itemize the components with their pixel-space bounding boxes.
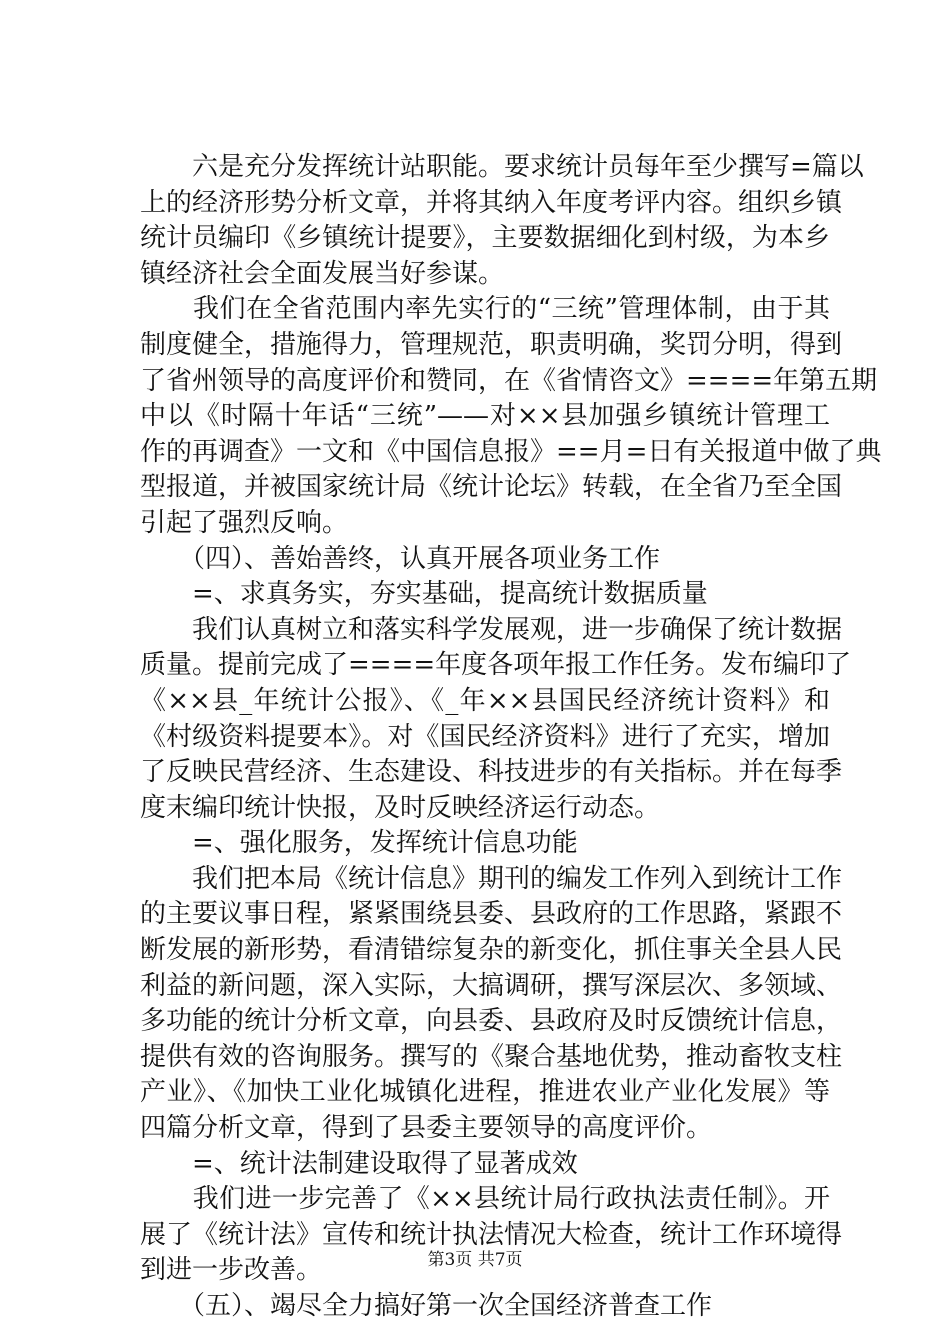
text-line: 了反映民营经济、生态建设、科技进步的有关指标。并在每季 <box>140 757 843 788</box>
text-line: 质量。提前完成了====年度各项年报工作任务。发布编印了 <box>140 650 852 681</box>
text-line: =、强化服务，发挥统计信息功能 <box>140 828 578 859</box>
text-line: 产业》、《加快工业化城镇化进程，推进农业产业化发展》等 <box>140 1077 830 1108</box>
text-line: 我们认真树立和落实科学发展观，进一步确保了统计数据 <box>140 614 843 645</box>
text-line: 镇经济社会全面发展当好参谋。 <box>140 258 505 289</box>
text-line: 提供有效的咨询服务。撰写的《聚合基地优势，推动畜牧支柱 <box>140 1041 843 1072</box>
text-line: 利益的新问题，深入实际，大搞调研，撰写深层次、多领域、 <box>140 970 843 1001</box>
page-footer: 第3页 共7页 <box>427 1250 523 1270</box>
text-line: 我们进一步完善了《××县统计局行政执法责任制》。开 <box>140 1184 830 1215</box>
text-line: （五）、竭尽全力搞好第一次全国经济普查工作 <box>140 1291 713 1321</box>
text-line: 多功能的统计分析文章，向县委、县政府及时反馈统计信息， <box>140 1006 843 1037</box>
text-line: 的主要议事日程，紧紧围绕县委、县政府的工作思路，紧跟不 <box>140 899 843 930</box>
text-line: 型报道，并被国家统计局《统计论坛》转载，在全省乃至全国 <box>140 472 843 503</box>
text-line: 作的再调查》一文和《中国信息报》==月=日有关报道中做了典 <box>140 436 882 467</box>
text-line: 《村级资料提要本》。对《国民经济资料》进行了充实，增加 <box>140 721 830 752</box>
text-line: 统计员编印《乡镇统计提要》，主要数据细化到村级，为本乡 <box>140 223 830 254</box>
text-line: 六是充分发挥统计站职能。要求统计员每年至少撰写=篇以 <box>140 152 864 182</box>
document-body <box>140 150 882 1325</box>
text-line: 我们把本局《统计信息》期刊的编发工作列入到统计工作 <box>140 863 843 894</box>
text-line: 四篇分析文章，得到了县委主要领导的高度评价。 <box>140 1113 713 1144</box>
text-line: 度末编印统计快报，及时反映经济运行动态。 <box>140 792 661 823</box>
text-line: 到进一步改善。 <box>140 1255 323 1286</box>
text-line: =、统计法制建设取得了显著成效 <box>140 1148 578 1179</box>
text-line: 断发展的新形势，看清错综复杂的新变化，抓住事关全县人民 <box>140 935 843 966</box>
text-line: （四）、善始善终，认真开展各项业务工作 <box>140 543 661 574</box>
text-line: 制度健全，措施得力，管理规范，职责明确，奖罚分明，得到 <box>140 329 843 360</box>
text-line: 展了《统计法》宣传和统计执法情况大检查，统计工作环境得 <box>140 1219 843 1250</box>
text-line: 我们在全省范围内率先实行的“三统”管理体制，由于其 <box>140 294 830 325</box>
text-line: =、求真务实，夯实基础，提高统计数据质量 <box>140 579 708 610</box>
text-line: 《××县_年统计公报》、《_年××县国民经济统计资料》和 <box>140 685 830 716</box>
text-line: 了省州领导的高度评价和赞同，在《省情咨文》====年第五期 <box>140 365 878 396</box>
text-line: 引起了强烈反响。 <box>140 507 349 538</box>
text-line: 上的经济形势分析文章，并将其纳入年度考评内容。组织乡镇 <box>140 187 843 218</box>
text-line: 中以《时隔十年话“三统”——对××县加强乡镇统计管理工 <box>140 401 830 432</box>
